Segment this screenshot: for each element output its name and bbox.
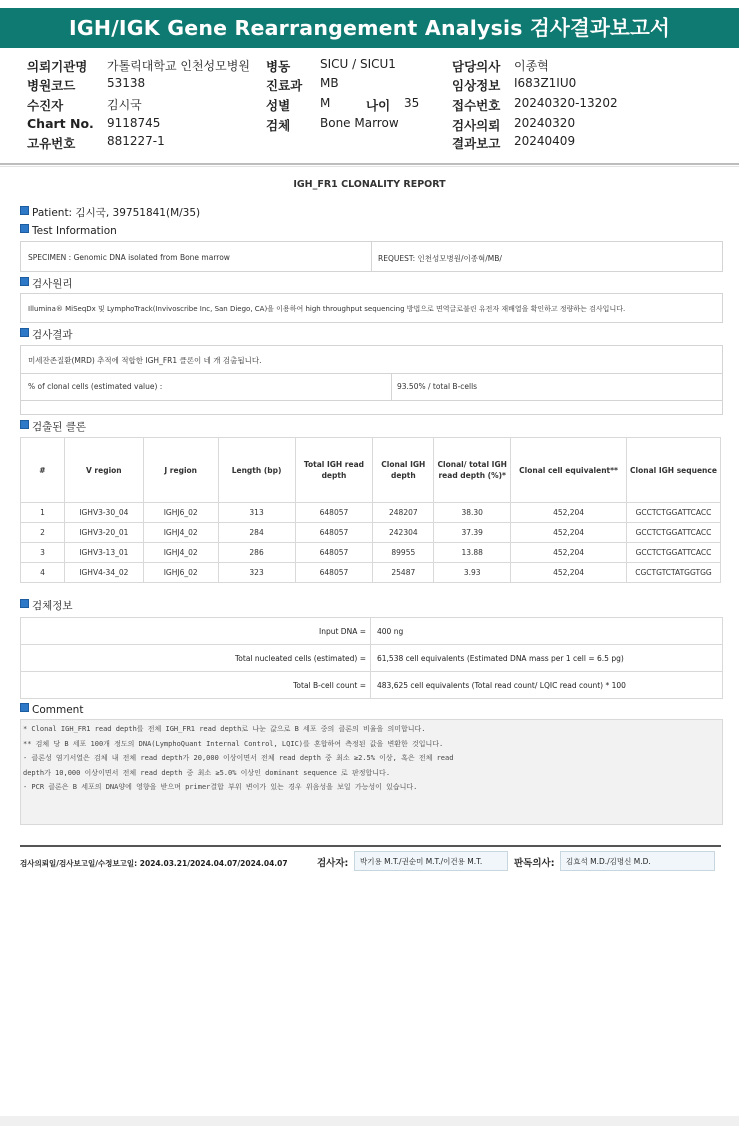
sex-value: M <box>320 96 331 110</box>
cell-length: 313 <box>218 503 295 523</box>
cell-v-region: IGHV3-30_04 <box>64 503 143 523</box>
cell-index: 4 <box>21 563 65 583</box>
cell-clonal-depth: 242304 <box>373 523 434 543</box>
cell-clonal-depth: 248207 <box>373 503 434 523</box>
cell-equivalent: 452,204 <box>511 543 627 563</box>
cell-percent: 38.30 <box>434 503 511 523</box>
specimen-value: Bone Marrow <box>320 116 399 130</box>
spec-key: Total B-cell count = <box>293 681 366 690</box>
cell-equivalent: 452,204 <box>511 523 627 543</box>
cell-index: 3 <box>21 543 65 563</box>
cell-percent: 13.88 <box>434 543 511 563</box>
clonal-cells-value: 93.50% / total B-cells <box>397 382 478 391</box>
spec-value: 400 ng <box>377 627 404 636</box>
table-header-row <box>21 438 721 503</box>
cell-index: 2 <box>21 523 65 543</box>
table-row <box>21 543 721 563</box>
hospital-label: 의뢰기관명 <box>27 59 88 74</box>
col-header: # <box>21 438 65 503</box>
bullet-icon <box>20 599 29 608</box>
header-divider-shadow <box>0 166 739 167</box>
section-title: 검체정보 <box>32 600 73 612</box>
principle-text: Illumina® MiSeqDx 및 LymphoTrack(Invivoscribe Inc, San Diego, CA)을 이용하여 high throughput sequencing 방법으로 면역글로불린 유전자 재배열을 확인하고 정량하는 검사입니다. <box>28 305 626 313</box>
cell-divider <box>391 373 392 400</box>
cell-clonal-depth: 89955 <box>373 543 434 563</box>
patient-name-value: 김시국 <box>107 98 142 112</box>
cell-total-depth: 648057 <box>295 503 373 523</box>
department-label: 진료과 <box>266 78 303 93</box>
cell-v-region: IGHV4-34_02 <box>64 563 143 583</box>
comment-box <box>20 719 723 825</box>
col-header: Clonal IGH sequence <box>626 438 720 503</box>
table-row <box>21 523 721 543</box>
cell-percent: 37.39 <box>434 523 511 543</box>
cell-j-region: IGHJ6_02 <box>143 563 218 583</box>
cell-index: 1 <box>21 503 65 523</box>
specimen-desc: SPECIMEN : Genomic DNA isolated from Bone marrow <box>28 253 230 262</box>
header-divider <box>0 163 739 165</box>
age-label: 나이 <box>366 98 391 113</box>
ward-value: SICU / SICU1 <box>320 57 396 71</box>
section-title: 검출된 클론 <box>32 421 87 433</box>
col-header: V region <box>64 438 143 503</box>
cell-divider <box>370 645 371 671</box>
receipt-no-value: 20240320-13202 <box>514 96 618 110</box>
cell-total-depth: 648057 <box>295 563 373 583</box>
cell-length: 284 <box>218 523 295 543</box>
spec-value: 483,625 cell equivalents (Total read count/ LQIC read count) * 100 <box>377 681 626 690</box>
section-test-info <box>20 224 117 237</box>
section-clones <box>20 419 86 434</box>
col-header: Clonal/ total IGH read depth (%)* <box>434 438 511 503</box>
bullet-icon <box>20 703 29 712</box>
tester-label: 검사자: <box>317 858 349 869</box>
row-divider <box>21 373 722 374</box>
specimen-row-bcell-count <box>20 671 723 699</box>
comment-line: * Clonal IGH_FR1 read depth를 전체 IGH_FR1 read depth로 나눈 값으로 B 세포 중의 클론의 비율을 의미합니다. <box>23 725 426 733</box>
specimen-label: 검체 <box>266 118 291 133</box>
clone-table <box>20 437 721 583</box>
age-value: 35 <box>404 96 420 110</box>
receipt-no-label: 접수번호 <box>452 98 501 113</box>
cell-sequence: GCCTCTGGATTCACC <box>626 503 720 523</box>
cell-clonal-depth: 25487 <box>373 563 434 583</box>
cell-j-region: IGHJ6_02 <box>143 503 218 523</box>
bullet-icon <box>20 328 29 337</box>
hospital-value: 가톨릭대학교 인천성모병원 <box>107 59 250 73</box>
clinical-info-label: 임상정보 <box>452 78 501 93</box>
doctor-sign-field: 김효석 M.D./김명신 M.D. <box>560 851 715 871</box>
footer-divider <box>20 845 721 847</box>
cell-total-depth: 648057 <box>295 543 373 563</box>
section-title: 검사결과 <box>32 329 73 341</box>
cell-sequence: GCCTCTGGATTCACC <box>626 543 720 563</box>
cell-length: 323 <box>218 563 295 583</box>
specimen-row-input-dna <box>20 617 723 645</box>
result-box <box>20 345 723 415</box>
spec-key: Total nucleated cells (estimated) = <box>234 654 366 663</box>
section-comment <box>20 703 83 716</box>
col-header: Length (bp) <box>218 438 295 503</box>
table-row <box>21 503 721 523</box>
cell-length: 286 <box>218 543 295 563</box>
comment-line: - PCR 클론은 B 세포의 DNA양에 영향을 받으며 primer결합 부위 변이가 있는 경우 위음성을 보일 가능성이 있습니다. <box>23 783 418 791</box>
report-date-label: 결과보고 <box>452 136 501 151</box>
cell-v-region: IGHV3-20_01 <box>64 523 143 543</box>
cell-divider <box>370 672 371 698</box>
cell-j-region: IGHJ4_02 <box>143 543 218 563</box>
unique-id-value: 881227-1 <box>107 134 165 148</box>
ward-label: 병동 <box>266 59 291 74</box>
cell-divider <box>371 242 372 271</box>
comment-line: depth가 10,000 이상이면서 전체 read depth 중 최소 ≥5.0% 이상인 dominant sequence 로 판정합니다. <box>23 768 391 777</box>
col-header: Clonal cell equivalent** <box>511 438 627 503</box>
chart-no-label: Chart No. <box>27 116 94 131</box>
tester-field: 박기용 M.T./권순미 M.T./이건용 M.T. <box>354 851 508 871</box>
cell-total-depth: 648057 <box>295 523 373 543</box>
request-date-label: 검사의뢰 <box>452 118 501 133</box>
section-title: Test Information <box>32 225 117 237</box>
doctor-label: 담당의사 <box>452 59 501 74</box>
report-title: IGH_FR1 CLONALITY REPORT <box>293 179 446 190</box>
bullet-icon <box>20 420 29 429</box>
specimen-row-nucleated-cells <box>20 644 723 672</box>
col-header: Clonal IGH depth <box>373 438 434 503</box>
cell-divider <box>370 618 371 644</box>
comment-line: ** 검체 당 B 세포 100개 정도의 DNA(LymphoQuant Internal Control, LQIC)를 혼합하여 측정된 값을 변환한 것입니다. <box>23 739 444 748</box>
report-date-value: 20240409 <box>514 134 576 148</box>
clonal-cells-label: % of clonal cells (estimated value) : <box>28 382 163 391</box>
request-date-value: 20240320 <box>514 116 576 130</box>
doctor-value: 이종혁 <box>514 59 549 73</box>
comment-line: - 클론성 염기서열은 검체 내 전체 read depth가 20,000 이상이면서 전체 read depth 중 최소 ≥2.5% 이상, 혹은 전체 read <box>23 754 454 762</box>
section-result <box>20 327 73 342</box>
report-dates: 검사의뢰일/검사보고일/수정보고일: 2024.03.21/2024.04.07/2024.04.07 <box>20 859 288 868</box>
doctor-sign-label: 판독의사: <box>514 858 555 869</box>
clinical-info-value: I683Z1IU0 <box>514 76 577 90</box>
patient-name-label: 수진자 <box>27 98 64 113</box>
cell-equivalent: 452,204 <box>511 503 627 523</box>
col-header: J region <box>143 438 218 503</box>
cell-sequence: GCCTCTGGATTCACC <box>626 523 720 543</box>
spec-key: Input DNA = <box>319 627 366 636</box>
department-value: MB <box>320 76 339 90</box>
spec-value: 61,538 cell equivalents (Estimated DNA mass per 1 cell = 6.5 pg) <box>377 654 624 663</box>
section-specimen-info <box>20 598 73 613</box>
section-title: Comment <box>32 704 84 716</box>
section-principle <box>20 276 73 291</box>
row-divider <box>21 400 722 401</box>
table-row <box>21 563 721 583</box>
cell-equivalent: 452,204 <box>511 563 627 583</box>
test-info-box <box>20 241 723 272</box>
request-desc: REQUEST: 인천성모병원/이종혁/MB/ <box>378 254 502 263</box>
unique-id-label: 고유번호 <box>27 136 76 151</box>
sex-label: 성별 <box>266 98 291 113</box>
patient-text: Patient: 김시국, 39751841(M/35) <box>32 207 201 219</box>
result-summary: 미세잔존질환(MRD) 추적에 적합한 IGH_FR1 클론이 네 개 검출됩니다. <box>28 356 262 365</box>
bullet-icon <box>20 224 29 233</box>
hospital-code-value: 53138 <box>107 76 146 90</box>
cell-sequence: CGCTGTCTATGGTGG <box>626 563 720 583</box>
patient-line <box>20 205 200 220</box>
hospital-code-label: 병원코드 <box>27 78 76 93</box>
cell-percent: 3.93 <box>434 563 511 583</box>
section-title: 검사원리 <box>32 278 73 290</box>
cell-j-region: IGHJ4_02 <box>143 523 218 543</box>
bullet-icon <box>20 277 29 286</box>
bullet-icon <box>20 206 29 215</box>
chart-no-value: 9118745 <box>107 116 161 130</box>
col-header: Total IGH read depth <box>295 438 373 503</box>
cell-v-region: IGHV3-13_01 <box>64 543 143 563</box>
principle-box <box>20 293 723 323</box>
report-header-title: IGH/IGK Gene Rearrangement Analysis 검사결과보고서 <box>0 8 739 48</box>
